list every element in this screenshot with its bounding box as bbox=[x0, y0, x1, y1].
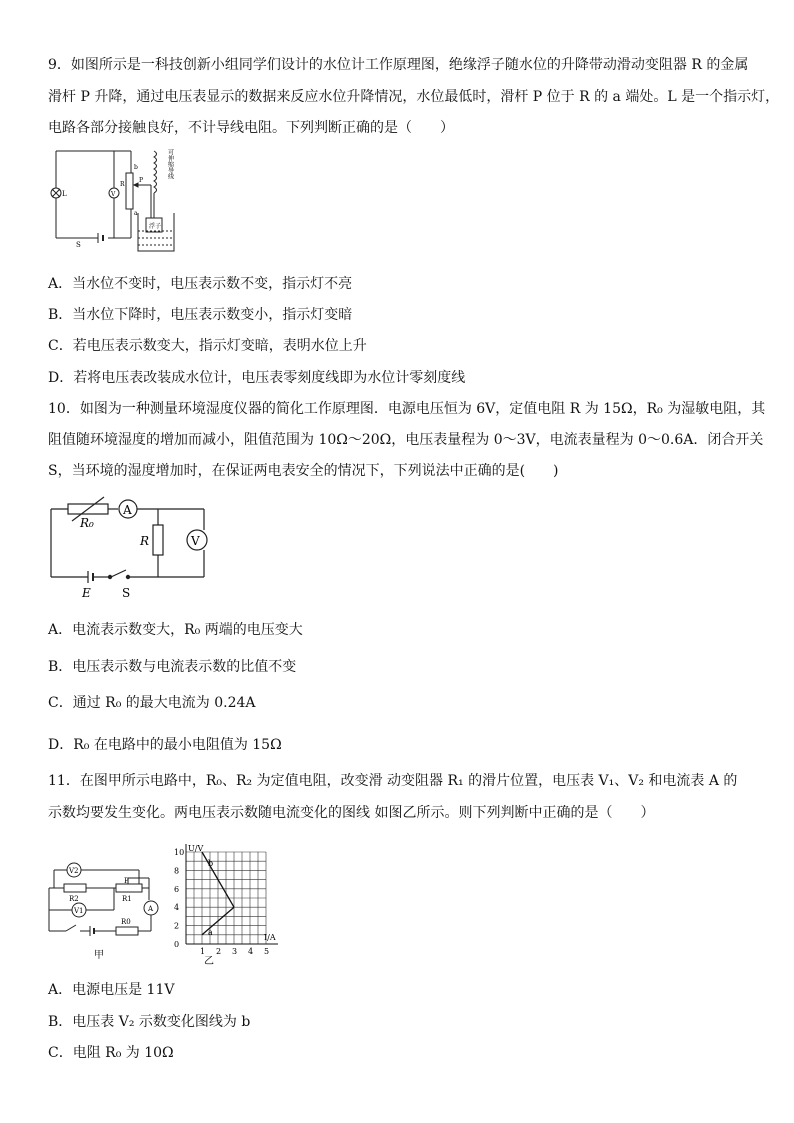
q10-circuit-diagram bbox=[46, 495, 216, 600]
q11-v2-label: V2 bbox=[69, 867, 79, 875]
q10-resistor-label: R bbox=[140, 534, 150, 548]
q10-r0-label: R₀ bbox=[80, 516, 94, 530]
q9-float-label: 浮子 bbox=[149, 223, 162, 230]
q9-option-c: C．若电压表示数变大，指示灯变暗，表明水位上升 bbox=[48, 338, 367, 354]
q10-option-b: B．电压表示数与电流表示数的比值不变 bbox=[48, 659, 297, 675]
y-tick-label: 2 bbox=[174, 921, 180, 931]
q10-option-c: C．通过 R₀ 的最大电流为 0.24A bbox=[48, 695, 256, 711]
q9-end-b-label: b bbox=[134, 164, 138, 171]
q9-option-b: B．当水位下降时，电压表示数变小，指示灯变暗 bbox=[48, 307, 353, 323]
q9-wire-note: 可伸缩导线 bbox=[166, 149, 174, 179]
x-tick-label: 2 bbox=[216, 947, 222, 956]
q9-option-d: D．若将电压表改装成水位计，电压表零刻度线即为水位计零刻度线 bbox=[48, 370, 466, 386]
q10-source-label: E bbox=[82, 586, 91, 600]
q10-ammeter-label: A bbox=[123, 503, 132, 517]
q9-switch-label: S bbox=[76, 241, 81, 249]
q11-caption-jia: 甲 bbox=[94, 950, 104, 961]
q11-r0-label: R0 bbox=[121, 918, 131, 926]
q11-option-a: A．电源电压是 11V bbox=[48, 982, 175, 998]
q11-r2-label: R2 bbox=[69, 895, 79, 903]
q10-switch-label: S bbox=[122, 586, 131, 600]
q9-slider-label: P bbox=[139, 177, 144, 184]
q9-end-a-label: a bbox=[134, 210, 138, 217]
y-tick-label: 0 bbox=[174, 940, 180, 949]
q11-r1-label: R1 bbox=[122, 895, 132, 903]
series-label-a: a bbox=[208, 927, 213, 937]
y-axis-label: U/V bbox=[188, 844, 204, 853]
q10-stem-line-2: 阻值随环境湿度的增加而减小，阻值范围为 10Ω～20Ω，电压表量程为 0～3V，电流表量程为 0～0.6A．闭合开关 bbox=[48, 432, 764, 448]
y-tick-label: 8 bbox=[174, 866, 180, 876]
x-tick-label: 4 bbox=[248, 947, 254, 956]
chart-caption: 乙 bbox=[204, 956, 214, 967]
y-tick-label: 6 bbox=[174, 884, 180, 894]
q11-v1-label: V1 bbox=[74, 907, 84, 915]
q10-option-a: A．电流表示数变大，R₀ 两端的电压变大 bbox=[48, 622, 303, 638]
x-tick-label: 1 bbox=[200, 947, 206, 956]
q11-stem-line-1: 11．在图甲所示电路中，R₀、R₂ 为定值电阻，改变滑 动变阻器 R₁ 的滑片位置，电压表 V₁、V₂ 和电流表 A 的 bbox=[48, 773, 738, 789]
q9-stem-line-2: 滑杆 P 升降，通过电压表显示的数据来反应水位升降情况，水位最低时，滑杆 P 位于 R 的 a 端处。L 是一个指示灯， bbox=[48, 89, 780, 105]
y-tick-label: 4 bbox=[174, 903, 180, 913]
q10-option-d: D．R₀ 在电路中的最小电阻值为 15Ω bbox=[48, 737, 282, 753]
x-axis-label: I/A bbox=[264, 933, 276, 942]
q9-option-a: A．当水位不变时，电压表示数不变，指示灯不亮 bbox=[48, 276, 353, 292]
q10-stem-line-3: S，当环境的湿度增加时，在保证两电表安全的情况下，下列说法中正确的是( ) bbox=[48, 463, 559, 479]
q9-stem-line-1: 9．如图所示是一科技创新小组同学们设计的水位计工作原理图，绝缘浮子随水位的升降带动滑动变阻器 R 的金属 bbox=[48, 57, 749, 73]
chart-grid bbox=[186, 844, 278, 944]
q10-voltmeter-label: V bbox=[191, 534, 200, 548]
q11-option-b: B．电压表 V₂ 示数变化图线为 b bbox=[48, 1014, 251, 1030]
q9-stem-line-3: 电路各部分接触良好，不计导线电阻。下列判断正确的是（ ） bbox=[48, 120, 454, 136]
x-tick-label: 3 bbox=[232, 947, 238, 956]
q9-lamp-label: L bbox=[62, 190, 67, 198]
q9-circuit-diagram bbox=[46, 143, 186, 255]
q10-stem-line-1: 10．如图为一种测量环境湿度仪器的简化工作原理图．电源电压恒为 6V，定值电阻 R 为 15Ω，R₀ 为湿敏电阻，其 bbox=[48, 401, 766, 417]
q9-voltmeter-label: V bbox=[111, 191, 116, 198]
q11-stem-line-2: 示数均要发生变化。两电压表示数随电流变化的图线 如图乙所示。则下列判断中正确的是（ ） bbox=[48, 805, 655, 821]
q9-resistor-label: R bbox=[120, 181, 125, 188]
q11-option-c: C．电阻 R₀ 为 10Ω bbox=[48, 1045, 174, 1061]
q11-chart-yi bbox=[164, 842, 284, 967]
y-tick-label: 10 bbox=[174, 848, 185, 857]
chart-labels bbox=[174, 844, 276, 967]
q11-slider-label: P bbox=[124, 877, 129, 885]
q11-circuit-jia bbox=[44, 858, 164, 963]
series-label-b: b bbox=[208, 858, 214, 868]
q11-ammeter-label: A bbox=[148, 905, 154, 913]
x-tick-label: 5 bbox=[264, 947, 270, 956]
